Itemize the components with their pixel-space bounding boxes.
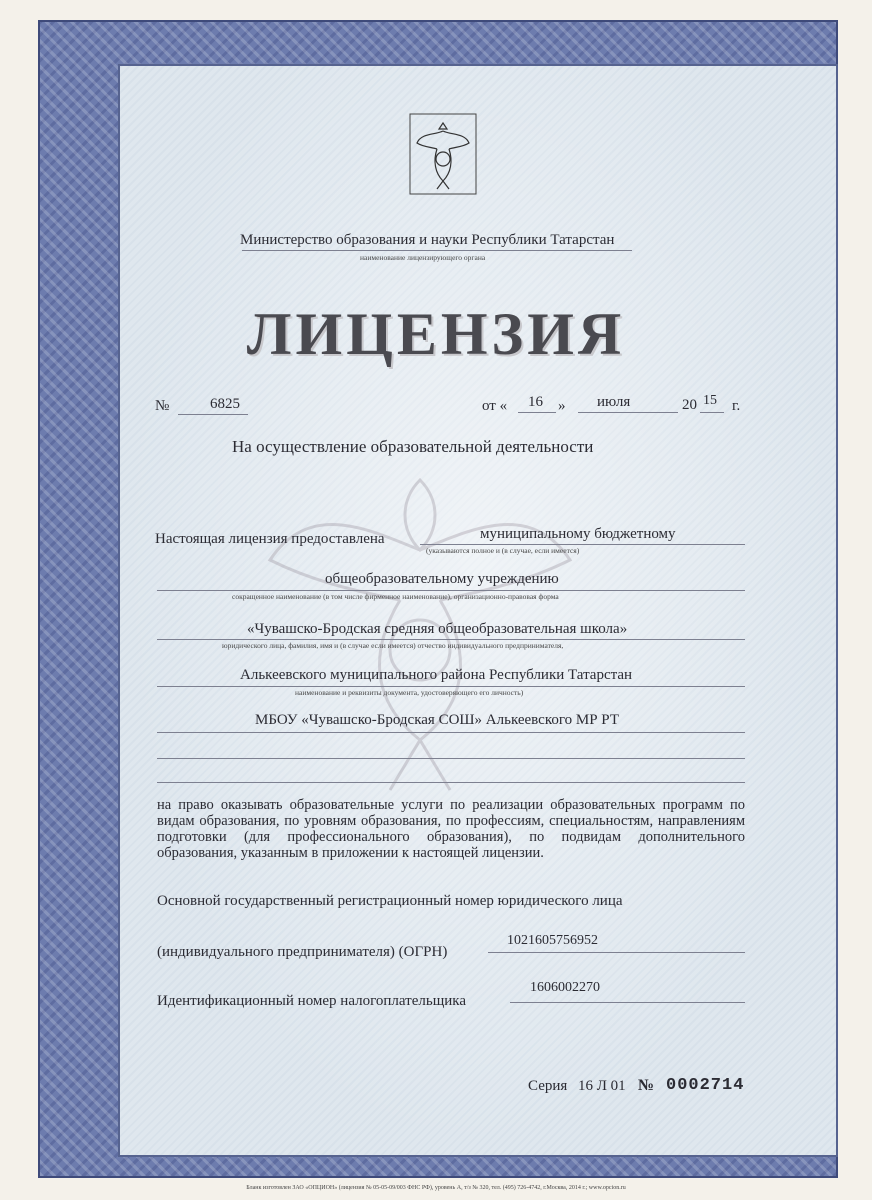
date-quote-close: » [558, 398, 566, 414]
authority-underline [242, 250, 632, 251]
granted-line-4: Алькеевского муниципального района Республики Татарстан [240, 667, 633, 683]
year-unit: г. [732, 398, 741, 414]
granted-underline-3 [157, 639, 745, 640]
granted-line-3: «Чувашско-Бродская средняя общеобразовательная школа» [247, 621, 628, 637]
coat-of-arms-icon [409, 113, 477, 195]
date-month: июля [597, 394, 631, 410]
series-number: 0002714 [666, 1076, 745, 1095]
series-label: Серия [528, 1078, 568, 1094]
document-title: ЛИЦЕНЗИЯ [246, 301, 626, 367]
blank-underline-2 [157, 782, 745, 783]
granted-line-2: общеобразовательному учреждению [325, 571, 559, 587]
granted-underline-4 [157, 686, 745, 687]
ogrn-label-1: Основной государственный регистрационный номер юридического лица [157, 893, 623, 909]
granted-underline-1 [420, 544, 745, 545]
ogrn-label-2: (индивидуального предпринимателя) (ОГРН) [157, 944, 448, 960]
granted-caption-1: (указываются полное и (в случае, если имеется) [426, 546, 580, 555]
ogrn-underline [488, 952, 745, 953]
day-underline [518, 412, 556, 413]
month-underline [578, 412, 678, 413]
ogrn-value: 1021605756952 [507, 933, 598, 948]
inn-underline [510, 1002, 745, 1003]
granted-underline-2 [157, 590, 745, 591]
series-value: 16 Л 01 [578, 1078, 626, 1094]
printer-footer: Бланк изготовлен ЗАО «ОПЦИОН» (лицензия № 05-05-09/003 ФНС РФ), уровень А, т/з № 320, тел. (495) 726-4742, г.Москва, 2014 г.; www.opcion.ru [246, 1185, 626, 1191]
granted-caption-4: наименование и реквизиты документа, удостоверяющего его личность) [295, 688, 524, 697]
granted-label: Настоящая лицензия предоставлена [155, 531, 385, 547]
inn-value: 1606002270 [530, 980, 600, 995]
series-number-label: № [638, 1077, 655, 1094]
number-label: № [155, 398, 170, 414]
licensing-authority: Министерство образования и науки Республики Татарстан [240, 232, 615, 248]
license-rights-text: на право оказывать образовательные услуги по реализации образовательных программ по видам образования, по уровням образования, по профессиям, специальностям, направлениям подготовки (для профессионального образования), по подвидам дополнительного образования, указанным в приложении к настоящей лицензии. [157, 797, 745, 861]
granted-line-5: МБОУ «Чувашско-Бродская СОШ» Алькеевского МР РТ [255, 712, 619, 728]
year-prefix: 20 [682, 397, 697, 413]
date-from-label: от « [482, 398, 508, 414]
eagle-watermark-icon [250, 440, 590, 800]
authority-caption: наименование лицензирующего органа [360, 253, 486, 262]
granted-line-1: муниципальному бюджетному [480, 526, 676, 542]
date-day: 16 [528, 394, 543, 410]
license-purpose: На осуществление образовательной деятельности [232, 437, 594, 456]
year-suffix: 15 [703, 393, 717, 408]
granted-underline-5 [157, 732, 745, 733]
inn-label: Идентификационный номер налогоплательщика [157, 993, 467, 1009]
year-underline [700, 412, 724, 413]
number-underline [178, 414, 248, 415]
granted-caption-2: сокращенное наименование (в том числе фирменное наименование), организационно-правовая форма [232, 592, 559, 601]
blank-underline-1 [157, 758, 745, 759]
granted-caption-3: юридического лица, фамилия, имя и (в случае если имеется) отчество индивидуального предпринимателя, [222, 641, 564, 650]
license-number: 6825 [210, 396, 240, 412]
